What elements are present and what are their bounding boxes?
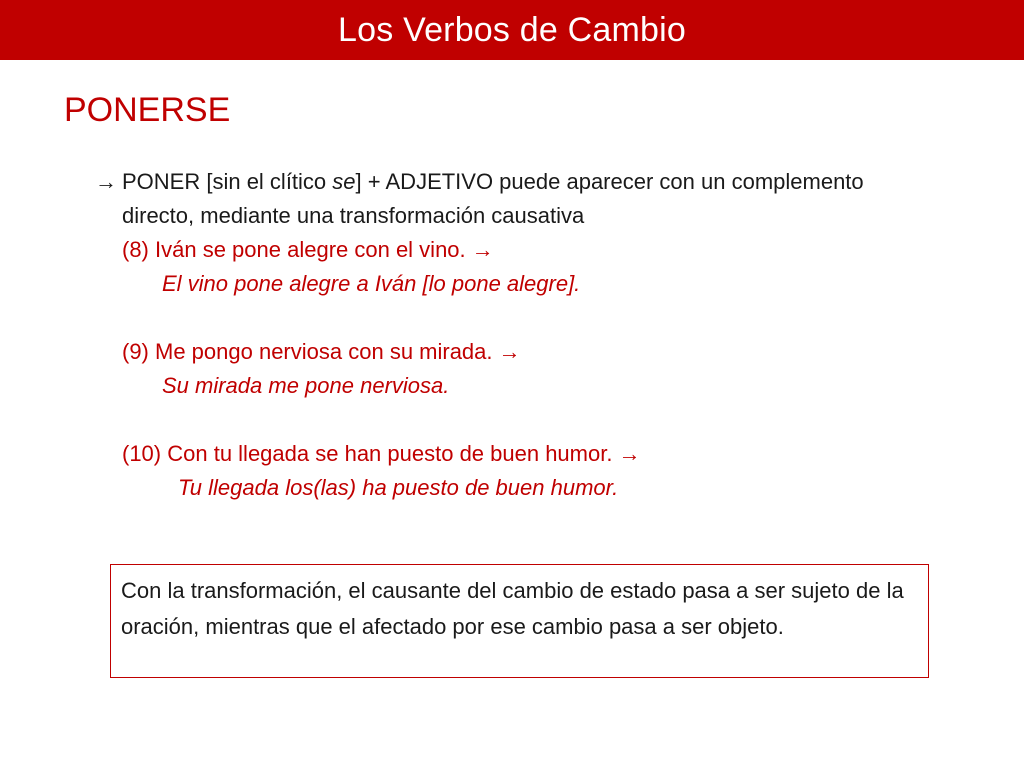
arrow-right-icon: → (471, 237, 494, 262)
note-box: Con la transformación, el causante del cambio de estado pasa a ser sujeto de la oración, mientras que el afectado por ese cambio pasa a ser objeto. (110, 564, 929, 678)
bullet-text-part-1: PONER [sin el clítico (122, 169, 333, 194)
example-9-transformed: Su mirada me pone nerviosa. (162, 373, 450, 398)
example-10-text: (10) Con tu llegada se han puesto de buen humor. (122, 441, 613, 466)
bullet-arrow-icon: → (95, 169, 117, 194)
example-10-transformed: Tu llegada los(las) ha puesto de buen humor. (178, 475, 619, 500)
bullet-text-se: se (332, 169, 356, 194)
arrow-right-icon: → (498, 339, 521, 364)
example-9-text: (9) Me pongo nerviosa con su mirada. (122, 339, 493, 364)
example-9-sentence (122, 335, 521, 369)
example-8-text: (8) Iván se pone alegre con el vino. (122, 237, 466, 262)
slide-title: Los Verbos de Cambio (338, 11, 686, 49)
bullet-text-part-2: ] + ADJETIVO puede aparecer con un complemento directo, mediante una transformación causativa (122, 169, 864, 228)
example-8-sentence (122, 233, 494, 267)
example-10-sentence (122, 437, 640, 471)
bullet-text (122, 165, 882, 233)
arrow-right-icon: → (618, 441, 641, 466)
example-8-transformed: El vino pone alegre a Iván [lo pone alegre]. (162, 271, 581, 296)
section-heading: PONERSE (64, 91, 231, 129)
